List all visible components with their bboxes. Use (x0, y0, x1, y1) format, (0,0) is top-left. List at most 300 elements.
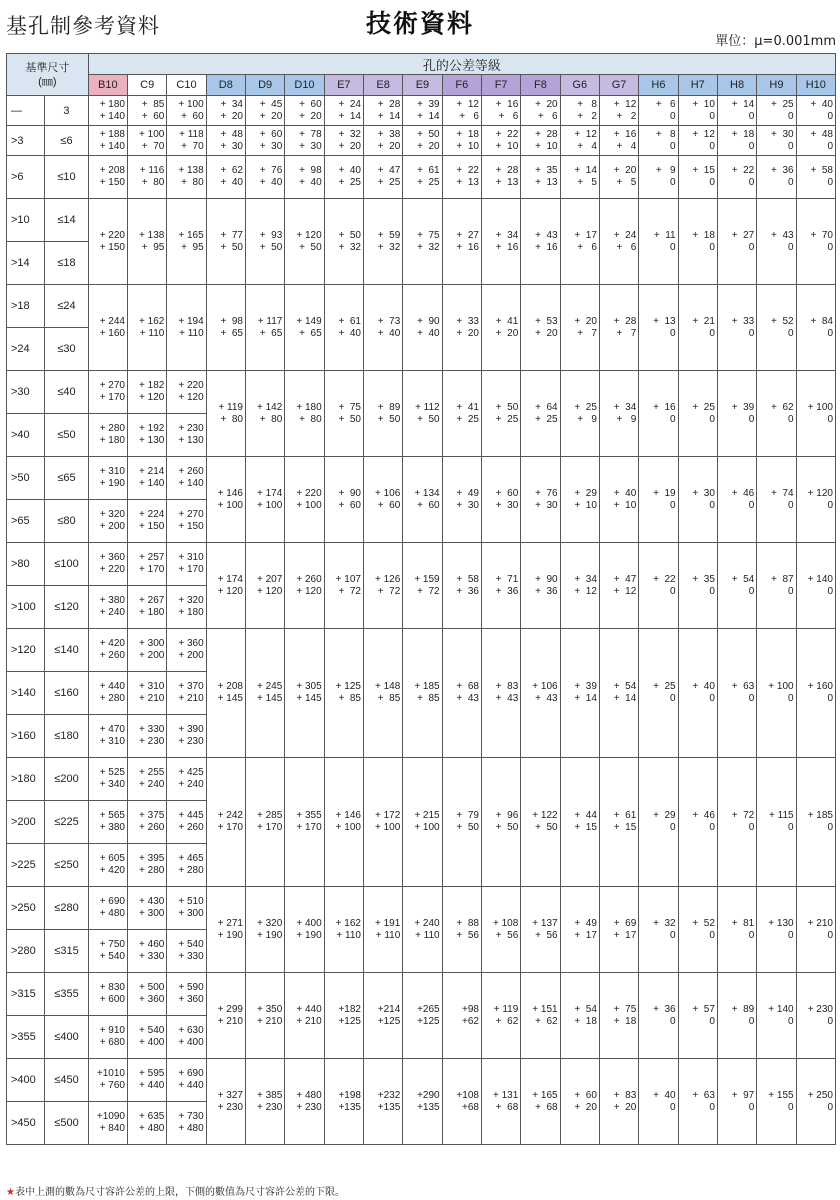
upper-deviation: + 220 (296, 487, 322, 499)
upper-deviation: + 96 (495, 810, 519, 821)
lower-deviation: 0 (748, 1015, 755, 1027)
lower-deviation: + 25 (377, 177, 401, 188)
tolerance-cell (796, 156, 835, 199)
tolerance-cell (599, 758, 638, 887)
tolerance-cell (167, 156, 206, 199)
upper-deviation: + 64 (535, 401, 558, 413)
lower-deviation: + 9 (577, 413, 597, 425)
lower-deviation: + 110 (179, 327, 204, 339)
tolerance-cell (717, 543, 756, 629)
size-from: >180 (7, 758, 45, 801)
upper-deviation: + 30 (692, 487, 715, 499)
upper-deviation: + 120 (807, 487, 833, 499)
size-from: >10 (7, 199, 45, 242)
tolerance-cell (796, 758, 835, 887)
lower-deviation: + 140 (99, 110, 125, 122)
upper-deviation: + 71 (495, 573, 519, 585)
lower-deviation: + 20 (259, 110, 283, 122)
upper-deviation: + 540 (178, 939, 204, 950)
size-from: >120 (7, 629, 45, 672)
upper-deviation: + 60 (495, 487, 519, 499)
tolerance-cell (88, 1016, 127, 1059)
size-to: ≤10 (45, 156, 88, 199)
lower-deviation: + 330 (139, 951, 165, 962)
upper-deviation: + 61 (338, 315, 361, 327)
upper-deviation: + 54 (613, 681, 637, 692)
upper-deviation: + 730 (178, 1111, 204, 1122)
lower-deviation: + 50 (338, 413, 361, 425)
lower-deviation: + 25 (535, 413, 558, 425)
tolerance-cell (285, 973, 324, 1059)
base-size-unit: (㎜) (38, 75, 57, 88)
upper-deviation: + 165 (178, 229, 204, 241)
upper-deviation: + 180 (99, 98, 125, 110)
lower-deviation: + 50 (417, 413, 440, 425)
upper-deviation: + 28 (495, 165, 519, 176)
size-from: >400 (7, 1059, 45, 1102)
upper-deviation: + 271 (217, 917, 243, 929)
lower-deviation: + 140 (178, 478, 204, 489)
upper-deviation: + 257 (139, 552, 165, 563)
upper-deviation: + 61 (417, 165, 440, 176)
tolerance-cell (403, 629, 442, 758)
grade-header: F8 (521, 75, 560, 96)
tolerance-cell (403, 758, 442, 887)
tolerance-cell (717, 371, 756, 457)
upper-deviation: + 370 (178, 681, 204, 692)
tolerance-cell (167, 414, 206, 457)
lower-deviation: 0 (709, 585, 715, 597)
upper-deviation: + 590 (178, 982, 204, 993)
upper-deviation: + 68 (456, 681, 479, 692)
upper-deviation: +182 (338, 1003, 361, 1015)
upper-deviation: + 510 (178, 896, 204, 907)
upper-deviation: + 230 (178, 423, 204, 434)
lower-deviation: + 17 (574, 929, 597, 941)
upper-deviation: + 35 (535, 165, 558, 176)
tolerance-cell (363, 973, 402, 1059)
size-from: >3 (7, 126, 45, 156)
upper-deviation: + 25 (653, 681, 676, 692)
size-to: ≤140 (45, 629, 88, 672)
tolerance-cell (796, 126, 835, 156)
lower-deviation: + 60 (181, 110, 204, 122)
upper-deviation: + 48 (220, 128, 243, 140)
upper-deviation: + 25 (574, 401, 597, 413)
lower-deviation: 0 (670, 822, 676, 833)
lower-deviation: + 100 (414, 822, 440, 833)
lower-deviation: + 480 (178, 1123, 204, 1134)
upper-deviation: + 59 (377, 229, 401, 241)
upper-deviation: + 34 (220, 98, 243, 110)
tolerance-cell (285, 285, 324, 371)
upper-deviation: + 69 (613, 917, 637, 929)
tolerance-cell (324, 126, 363, 156)
lower-deviation: + 600 (99, 994, 125, 1005)
tolerance-cell (599, 457, 638, 543)
tolerance-cell (717, 758, 756, 887)
lower-deviation: + 85 (417, 693, 440, 704)
tolerance-cell (245, 543, 284, 629)
tolerance-cell (128, 844, 167, 887)
upper-deviation: + 60 (574, 1089, 597, 1101)
lower-deviation: 0 (709, 1101, 715, 1113)
upper-deviation: + 18 (731, 128, 755, 140)
upper-deviation: + 33 (731, 315, 755, 327)
lower-deviation: + 680 (99, 1037, 125, 1048)
tolerance-cell (88, 672, 127, 715)
lower-deviation: + 36 (495, 585, 519, 597)
grade-header: D8 (206, 75, 245, 96)
tolerance-cell (88, 371, 127, 414)
upper-deviation: + 385 (257, 1089, 283, 1101)
tolerance-cell (88, 457, 127, 500)
upper-deviation: + 34 (495, 229, 519, 241)
upper-deviation: + 172 (374, 810, 401, 821)
tolerance-cell (521, 199, 560, 285)
tolerance-cell (363, 96, 402, 126)
lower-deviation: + 40 (377, 327, 401, 339)
size-to: ≤80 (45, 500, 88, 543)
size-from: >140 (7, 672, 45, 715)
tolerance-cell (639, 1059, 678, 1145)
upper-deviation: + 100 (178, 98, 204, 110)
lower-deviation: 0 (827, 585, 833, 597)
upper-deviation: + 270 (99, 380, 125, 391)
tolerance-cell (167, 844, 206, 887)
size-from: >315 (7, 973, 45, 1016)
upper-deviation: + 224 (139, 509, 165, 520)
lower-deviation: + 40 (338, 327, 361, 339)
tolerance-cell (757, 285, 796, 371)
tolerance-cell (128, 973, 167, 1016)
upper-deviation: + 350 (257, 1003, 283, 1015)
grade-header: E9 (403, 75, 442, 96)
lower-deviation: + 6 (577, 241, 597, 253)
size-to: ≤40 (45, 371, 88, 414)
lower-deviation: + 15 (574, 822, 597, 833)
tolerance-cell (363, 543, 402, 629)
upper-deviation: + 29 (574, 487, 597, 499)
size-row (7, 973, 836, 1016)
grade-header: D10 (285, 75, 324, 96)
lower-deviation: + 110 (375, 929, 401, 941)
footnote (6, 1183, 345, 1198)
lower-deviation: + 240 (139, 779, 165, 790)
tolerance-cell (599, 1059, 638, 1145)
tolerance-cell (128, 930, 167, 973)
lower-deviation: +135 (338, 1101, 361, 1113)
tolerance-cell (128, 1016, 167, 1059)
lower-deviation: + 20 (495, 327, 519, 339)
lower-deviation: + 17 (613, 929, 637, 941)
tolerance-cell (560, 457, 599, 543)
tolerance-cell (88, 801, 127, 844)
upper-deviation: + 320 (99, 509, 125, 520)
upper-deviation: + 12 (574, 128, 597, 140)
upper-deviation: + 35 (692, 573, 715, 585)
tolerance-cell (285, 371, 324, 457)
upper-deviation: + 155 (768, 1089, 794, 1101)
lower-deviation: + 240 (178, 779, 204, 790)
page-title: 技術資料 (365, 9, 474, 38)
lower-deviation: 0 (670, 499, 676, 511)
lower-deviation: + 480 (139, 1123, 165, 1134)
tolerance-cell (167, 199, 206, 285)
star-icon: ★ (6, 1187, 15, 1198)
tolerance-cell (245, 199, 284, 285)
tolerance-cell (560, 758, 599, 887)
upper-deviation: + 70 (810, 229, 833, 241)
upper-deviation: + 75 (417, 229, 440, 241)
upper-deviation: + 18 (456, 128, 479, 140)
upper-deviation: + 84 (810, 315, 833, 327)
tolerance-cell (481, 973, 520, 1059)
size-to: ≤65 (45, 457, 88, 500)
lower-deviation: + 65 (259, 327, 283, 339)
upper-deviation: + 83 (495, 681, 519, 692)
lower-deviation: + 65 (299, 327, 322, 339)
lower-deviation: + 180 (178, 607, 204, 618)
upper-deviation: + 440 (296, 1003, 322, 1015)
tolerance-cell (88, 156, 127, 199)
upper-deviation: + 138 (139, 229, 165, 241)
upper-deviation: + 690 (178, 1068, 204, 1079)
tolerance-cell (717, 629, 756, 758)
lower-deviation: 0 (827, 177, 833, 188)
lower-deviation: 0 (788, 413, 794, 425)
tolerance-cell (560, 973, 599, 1059)
upper-deviation: + 148 (374, 681, 401, 692)
tolerance-cell (128, 371, 167, 414)
upper-deviation: + 151 (532, 1003, 558, 1015)
size-row (7, 758, 836, 801)
lower-deviation: + 80 (220, 413, 243, 425)
tolerance-cell (167, 543, 206, 586)
lower-deviation: + 130 (139, 435, 165, 446)
lower-deviation: 0 (709, 327, 715, 339)
upper-deviation: + 22 (456, 165, 479, 176)
lower-deviation: + 25 (456, 413, 479, 425)
tolerance-cell (167, 1102, 206, 1145)
upper-deviation: + 630 (178, 1025, 204, 1036)
tolerance-cell (128, 586, 167, 629)
lower-deviation: +125 (417, 1015, 440, 1027)
tolerance-cell (639, 371, 678, 457)
tolerance-cell (324, 758, 363, 887)
upper-deviation: + 117 (257, 315, 283, 327)
lower-deviation: + 2 (577, 110, 597, 122)
lower-deviation: + 100 (335, 822, 361, 833)
tolerance-cell (245, 371, 284, 457)
upper-deviation: + 192 (139, 423, 165, 434)
upper-deviation: + 244 (99, 315, 125, 327)
tolerance-cell (245, 96, 284, 126)
tolerance-cell (757, 758, 796, 887)
lower-deviation: +125 (338, 1015, 361, 1027)
lower-deviation: + 9 (616, 413, 637, 425)
lower-deviation: + 20 (417, 140, 440, 152)
upper-deviation: + 24 (338, 98, 361, 110)
tolerance-cell (88, 126, 127, 156)
lower-deviation: + 4 (616, 140, 637, 152)
tolerance-cell (599, 973, 638, 1059)
tolerance-cell (245, 1059, 284, 1145)
lower-deviation: 0 (748, 1101, 755, 1113)
lower-deviation: 0 (709, 693, 715, 704)
tolerance-cell (678, 973, 717, 1059)
upper-deviation: + 8 (577, 98, 597, 110)
lower-deviation: + 7 (616, 327, 637, 339)
upper-deviation: + 22 (653, 573, 676, 585)
tolerance-cell (757, 156, 796, 199)
upper-deviation: + 75 (338, 401, 361, 413)
tolerance-cell (560, 543, 599, 629)
upper-deviation: + 174 (257, 487, 283, 499)
upper-deviation: + 305 (296, 681, 322, 692)
tolerance-cell (481, 156, 520, 199)
upper-deviation: + 81 (731, 917, 755, 929)
lower-deviation: 0 (670, 1015, 676, 1027)
lower-deviation: + 220 (99, 564, 125, 575)
upper-deviation: + 22 (731, 165, 755, 176)
size-row (7, 629, 836, 672)
tolerance-cell (88, 285, 127, 371)
upper-deviation: +198 (338, 1089, 361, 1101)
lower-deviation: + 60 (338, 499, 361, 511)
tolerance-cell (678, 199, 717, 285)
lower-deviation: + 62 (535, 1015, 558, 1027)
tolerance-cell (560, 371, 599, 457)
lower-deviation: + 210 (296, 1015, 322, 1027)
upper-deviation: + 58 (456, 573, 479, 585)
lower-deviation: + 62 (495, 1015, 519, 1027)
lower-deviation: + 50 (259, 241, 283, 253)
size-to: ≤400 (45, 1016, 88, 1059)
lower-deviation: + 12 (613, 585, 637, 597)
lower-deviation: + 60 (377, 499, 401, 511)
upper-deviation: + 50 (338, 229, 361, 241)
lower-deviation: + 170 (178, 564, 204, 575)
tolerance-cell (88, 1102, 127, 1145)
lower-deviation: 0 (827, 241, 833, 253)
upper-deviation: + 30 (771, 128, 794, 140)
lower-deviation: + 120 (217, 585, 243, 597)
lower-deviation: + 280 (139, 865, 165, 876)
lower-deviation: + 72 (377, 585, 401, 597)
tolerance-cell (481, 199, 520, 285)
tolerance-cell (481, 371, 520, 457)
lower-deviation: + 32 (338, 241, 361, 253)
tolerance-cell (128, 500, 167, 543)
upper-deviation: + 29 (653, 810, 676, 821)
tolerance-cell (128, 801, 167, 844)
upper-deviation: + 43 (535, 229, 558, 241)
upper-deviation: + 50 (495, 401, 519, 413)
grade-header: B10 (88, 75, 127, 96)
upper-deviation: + 20 (535, 98, 558, 110)
upper-deviation: + 88 (456, 917, 479, 929)
upper-deviation: + 10 (692, 98, 715, 110)
lower-deviation: + 13 (495, 177, 519, 188)
tolerance-cell (245, 156, 284, 199)
size-from: >450 (7, 1102, 45, 1145)
lower-deviation: 0 (827, 413, 833, 425)
lower-deviation: + 200 (99, 521, 125, 532)
lower-deviation: + 68 (535, 1101, 558, 1113)
upper-deviation: +290 (417, 1089, 440, 1101)
upper-deviation: + 460 (139, 939, 165, 950)
upper-deviation: + 182 (139, 380, 165, 391)
upper-deviation: + 16 (653, 401, 676, 413)
lower-deviation: + 25 (338, 177, 361, 188)
tolerance-cell (796, 1059, 835, 1145)
lower-deviation: 0 (670, 585, 676, 597)
grade-header: G7 (599, 75, 638, 96)
upper-deviation: + 75 (613, 1003, 637, 1015)
lower-deviation: + 80 (299, 413, 322, 425)
upper-deviation: + 36 (653, 1003, 676, 1015)
tolerance-cell (128, 715, 167, 758)
tolerance-cell (442, 758, 481, 887)
upper-deviation: + 115 (769, 810, 794, 821)
tolerance-cell (285, 543, 324, 629)
grade-header: H8 (717, 75, 756, 96)
upper-deviation: + 12 (456, 98, 479, 110)
tolerance-cell (206, 156, 245, 199)
upper-deviation: + 430 (139, 896, 165, 907)
upper-deviation: + 165 (532, 1089, 558, 1101)
size-from: >160 (7, 715, 45, 758)
lower-deviation: + 36 (456, 585, 479, 597)
lower-deviation: + 140 (139, 478, 165, 489)
tolerance-cell (285, 629, 324, 758)
tolerance-cell (363, 629, 402, 758)
tolerance-cell (167, 1016, 206, 1059)
tolerance-cell (324, 543, 363, 629)
lower-deviation: + 40 (259, 177, 283, 188)
tolerance-cell (285, 758, 324, 887)
tolerance-cell (757, 887, 796, 973)
upper-deviation: + 83 (613, 1089, 637, 1101)
tolerance-cell (678, 758, 717, 887)
lower-deviation: + 43 (495, 693, 519, 704)
size-to: ≤280 (45, 887, 88, 930)
size-to: ≤30 (45, 328, 88, 371)
upper-deviation: + 72 (731, 810, 755, 821)
lower-deviation: +135 (417, 1101, 440, 1113)
tolerance-cell (245, 629, 284, 758)
upper-deviation: + 280 (99, 423, 125, 434)
upper-deviation: + 53 (535, 315, 558, 327)
tolerance-cell (560, 629, 599, 758)
lower-deviation: 0 (709, 110, 715, 122)
tolerance-cell (442, 126, 481, 156)
upper-deviation: + 146 (335, 810, 361, 821)
lower-deviation: 0 (827, 1101, 833, 1113)
size-to: 3 (45, 96, 88, 126)
upper-deviation: + 250 (807, 1089, 833, 1101)
lower-deviation: + 300 (139, 908, 165, 919)
upper-deviation: + 245 (257, 681, 283, 692)
tolerance-cell (324, 96, 363, 126)
upper-deviation: + 126 (374, 573, 401, 585)
tolerance-cell (88, 199, 127, 285)
upper-deviation: + 27 (456, 229, 479, 241)
grade-header: C9 (128, 75, 167, 96)
tolerance-cell (521, 457, 560, 543)
lower-deviation: + 120 (296, 585, 322, 597)
